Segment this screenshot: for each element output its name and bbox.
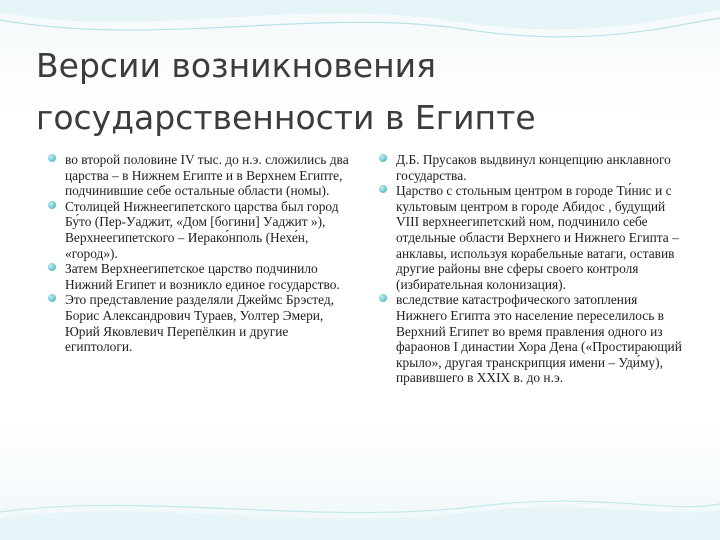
left-item-text: Столицей Нижнеегипетского царства был город Бу́то (Пер-Уаджит, «Дом [богини] Уаджит »), Верхнеегипетского – Иерако́нполь (Нехе́н, «город»). (65, 198, 339, 261)
round-bullet-icon (379, 294, 387, 302)
title-line-2: государственности в Египте (36, 98, 536, 137)
left-list-item (48, 261, 353, 292)
left-bullet-list (48, 152, 353, 355)
left-item-text: Это представление разделяли Джеймс Брэстед, Борис Александрович Тураев, Уолтер Эмери, Юрий Яковлевич Перепёлкин и другие египтологи. (65, 292, 335, 355)
round-bullet-icon (48, 263, 56, 271)
right-item-text: Д.Б. Прусаков выдвинул концепцию анклавного государства. (396, 152, 671, 183)
title-line-1: Версии возникновения (36, 46, 436, 85)
right-list-item (379, 183, 684, 292)
round-bullet-icon (48, 294, 56, 302)
round-bullet-icon (379, 154, 387, 162)
left-item-text: во второй половине IV тыс. до н.э. сложились два царства – в Нижнем Египте и в Верхнем Египте, подчинившие себе остальные области (номы). (65, 152, 349, 199)
right-item-text: Царство с стольным центром в городе Ти́нис и с культовым центром в городе Абидос , будущий VIII верхнеегипетский ном, подчинило себе отдельные области Верхнего и Нижнего Египта – анклавы, используя корабельные ватаги, оставив другие районы вне сферы своего контроля (избирательная колонизация). (396, 183, 679, 292)
left-list-item (48, 152, 353, 199)
round-bullet-icon (48, 201, 56, 209)
left-list-item (48, 292, 353, 354)
right-list-item (379, 152, 684, 183)
right-bullet-list (379, 152, 684, 386)
left-item-text: Затем Верхнеегипетское царство подчинило Нижний Египет и возникло единое государство. (65, 261, 340, 292)
slide-title (36, 40, 696, 144)
left-list-item (48, 199, 353, 261)
right-item-text: вследствие катастрофического затопления Нижнего Египта это население переселилось в Верхний Египет во время правления одного из фараонов I династии Хора Дена («Простирающий крыло», другая транскрипция имени – Уди́му), правившего в XXIX в. до н.э. (396, 292, 682, 386)
round-bullet-icon (379, 185, 387, 193)
right-list-item (379, 292, 684, 386)
round-bullet-icon (48, 154, 56, 162)
